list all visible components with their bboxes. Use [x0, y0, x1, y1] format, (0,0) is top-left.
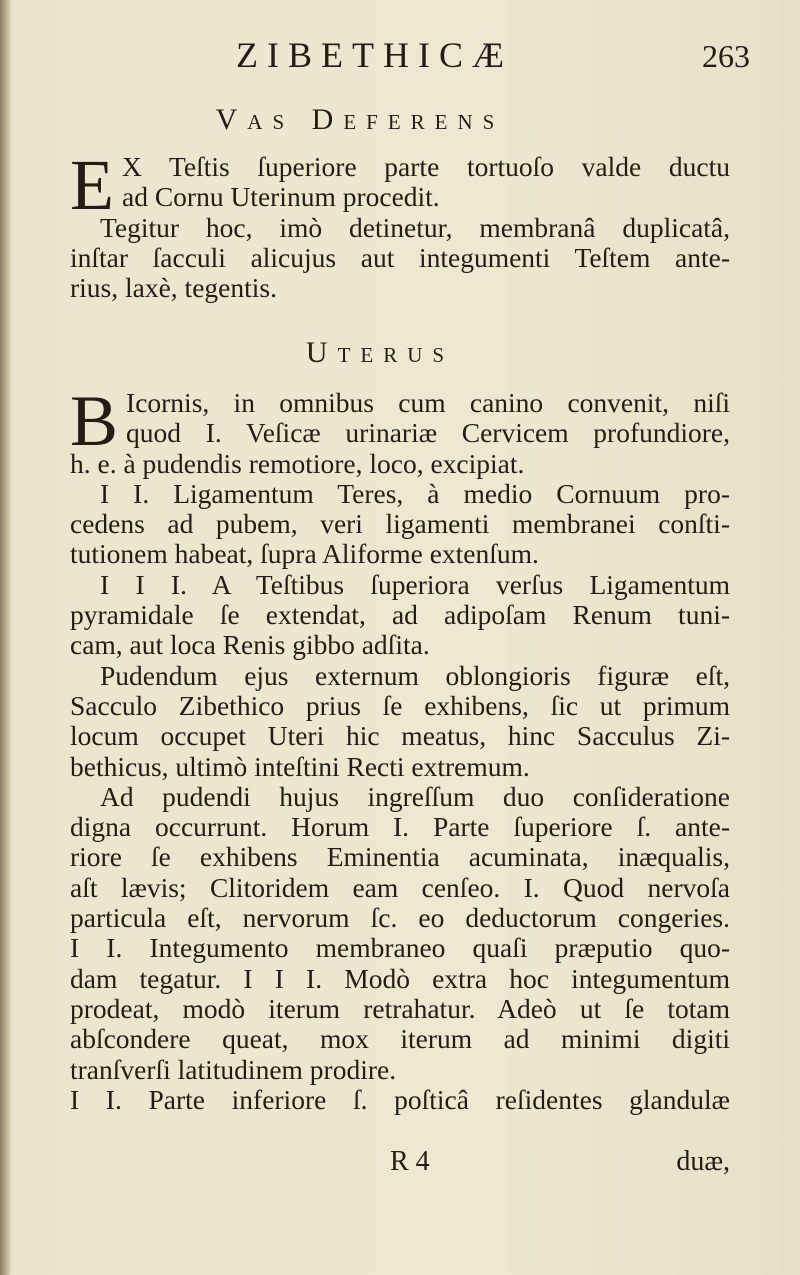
- text-line: dam tegatur. I I I. Modò extra hoc integumentum: [70, 962, 730, 994]
- text-line: digna occurrunt. Horum I. Parte ſuperiore ſ. ante-: [70, 811, 730, 843]
- text-line: particula eſt, nervorum ſc. eo deductorum congeries.: [70, 902, 730, 934]
- text-line: pyramidale ſe extendat, ad adipoſam Renum tuni-: [70, 599, 730, 631]
- text-line: I I. Parte inferiore ſ. poſticâ reſidentes glandulæ: [70, 1083, 730, 1115]
- text-line: I I. Integumento membraneo quaſi præputio quo-: [70, 932, 730, 964]
- text-line: cam, aut loca Renis gibbo adſita.: [70, 629, 430, 661]
- text-line: X Teſtis ſuperiore parte tortuoſo valde ductu: [121, 151, 730, 182]
- text-line: abſcondere queat, mox iterum ad minimi digiti: [70, 1023, 730, 1055]
- text-line: bethicus, ultimò inteſtini Recti extremum.: [70, 750, 530, 782]
- text-line: locum occupet Uteri hic meatus, hinc Sacculus Zi-: [70, 720, 730, 752]
- text-line: Sacculo Zibethico prius ſe exhibens, ſic ut primum: [70, 689, 730, 721]
- page-header: [60, 34, 750, 78]
- signature-mark: R 4: [390, 1146, 430, 1177]
- drop-cap: B: [70, 381, 119, 461]
- binding-gutter: [0, 0, 10, 1275]
- text-line: quod I. Veſicæ urinariæ Cervicem profundiore,: [126, 417, 730, 449]
- text-line: I I. Ligamentum Teres, à medio Cornuum pro-: [100, 477, 730, 509]
- text-line: Icornis, in omnibus cum canino convenit, niſi: [126, 387, 730, 418]
- text-line: tutionem habeat, ſupra Aliforme extenſum.: [70, 538, 539, 570]
- text-line: ad Cornu Uterinum procedit.: [121, 181, 440, 213]
- text-line: prodeat, modò iterum retrahatur. Adeò ut ſe totam: [70, 992, 730, 1024]
- text-line: riore ſe exhibens Eminentia acuminata, inæqualis,: [70, 841, 730, 873]
- text-line: Pudendum ejus externum oblongioris figuræ eſt,: [100, 659, 730, 691]
- text-line: aſt lævis; Clitoridem eam cenſeo. I. Quod nervoſa: [70, 871, 730, 903]
- text-line: tranſverſi latitudinem prodire.: [70, 1053, 397, 1085]
- page-footer: [70, 1146, 730, 1180]
- text-line: cedens ad pubem, veri ligamenti membranei conſti-: [70, 508, 730, 540]
- text-line: Ad pudendi hujus ingreſſum duo conſideratione: [100, 780, 730, 812]
- catchword: duæ,: [676, 1146, 730, 1177]
- text-line: h. e. à pudendis remotiore, loco, excipiat.: [70, 447, 525, 479]
- drop-cap: E: [70, 145, 114, 225]
- paragraph-vas-deferens: [70, 145, 730, 304]
- paragraph-uterus: [70, 381, 730, 1115]
- page-number: 263: [702, 38, 750, 74]
- running-title: ZIBETHICÆ: [236, 35, 513, 75]
- text-line: Tegitur hoc, imò detinetur, membranâ duplicatâ,: [100, 211, 730, 243]
- section-title-vas-deferens: Vas Deferens: [215, 103, 505, 136]
- section-title-uterus: Uterus: [305, 336, 455, 369]
- text-line: rius, laxè, tegentis.: [70, 272, 277, 304]
- text-line: inſtar ſacculi alicujus aut integumenti Teſtem ante-: [70, 241, 730, 273]
- text-line: I I I. A Teſtibus ſuperiora verſus Ligamentum: [100, 568, 730, 600]
